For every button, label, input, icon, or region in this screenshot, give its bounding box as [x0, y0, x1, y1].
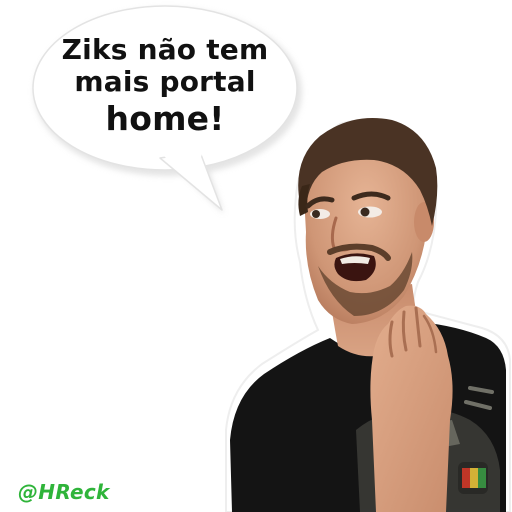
black-tshirt	[230, 338, 376, 512]
hand	[370, 306, 452, 512]
speech-bubble-text	[40, 34, 290, 138]
bubble-line-3: home!	[105, 99, 225, 139]
bubble-line-2: mais portal	[74, 65, 256, 99]
watermark-handle: @HReck	[18, 480, 110, 504]
person	[230, 118, 506, 512]
bubble-line-1: Ziks não tem	[61, 33, 269, 66]
